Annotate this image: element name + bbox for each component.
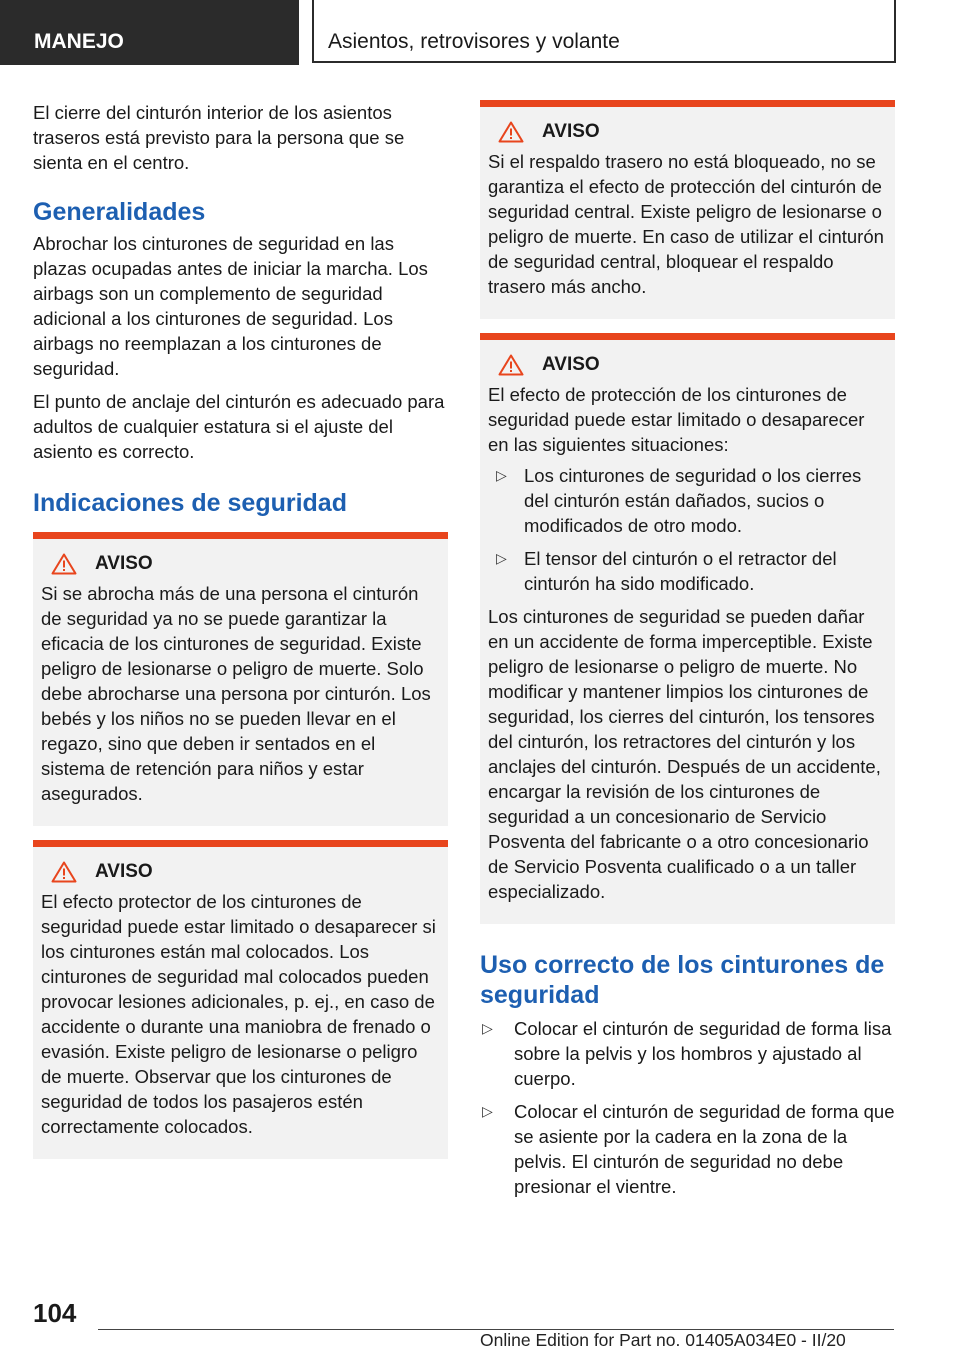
right-column [480, 100, 895, 1207]
warning-triangle-icon [51, 861, 77, 883]
list-item-text: Los cinturones de seguridad o los cierres del cinturón están dañados, sucios o modificados de otro modo. [524, 465, 862, 536]
warning-header [51, 553, 440, 575]
warning-box-2 [33, 840, 448, 1159]
list-item [488, 546, 887, 596]
left-column [33, 100, 448, 1173]
warning-list [488, 463, 887, 596]
warning-triangle-icon [51, 553, 77, 575]
warning-triangle-icon [498, 121, 524, 143]
warning-text: Si se abrocha más de una persona el cinturón de seguridad ya no se puede garantizar la eficacia de los cinturones de seguridad. Existe peligro de lesionarse o peligro de muerte. Solo debe abrocharse una persona por cinturón. Los bebés y los niños no se pueden llevar en el regazo, sino que deben ir sentados en el sistema de retención para niños y estar asegurados. [41, 583, 431, 804]
warning-text: El efecto protector de los cinturones de seguridad puede estar limitado o desaparecer si los cinturones están mal colocados. Los cinturones de seguridad mal colocados pueden provocar lesiones adicionales, p. ej., en caso de accidente o durante una maniobra de frenado o evasión. Existe peligro de lesionarse o peligro de muerte. Observar que los cinturones de seguridad de todos los pasajeros estén correctamente colocados. [41, 891, 436, 1137]
list-item [488, 463, 887, 538]
warning-title: AVISO [95, 861, 153, 882]
triangle-bullet-icon: ▷ [496, 550, 507, 566]
triangle-bullet-icon: ▷ [482, 1103, 493, 1119]
page-number: 104 [33, 1298, 77, 1328]
triangle-bullet-icon: ▷ [482, 1020, 493, 1036]
general-paragraph-2: El punto de anclaje del cinturón es adecuado para adultos de cualquier estatura si el ajuste del asiento es correcto. [33, 391, 445, 462]
intro-paragraph: El cierre del cinturón interior de los asientos traseros está previsto para la persona que se sienta en el centro. [33, 102, 405, 173]
warning-box-3 [480, 100, 895, 319]
section-tab [0, 0, 299, 65]
list-item [480, 1099, 895, 1199]
chapter-title: Asientos, retrovisores y volante [328, 30, 620, 53]
usage-list [480, 1016, 895, 1199]
warning-triangle-icon [498, 354, 524, 376]
list-item-text: Colocar el cinturón de seguridad de forma lisa sobre la pelvis y los hombros y ajustado al cuerpo. [514, 1018, 892, 1089]
warning-box-4 [480, 333, 895, 924]
footer-edition-text: Online Edition for Part no. 01405A034E0 - II/20 [480, 1330, 846, 1350]
warning-header [498, 354, 887, 376]
warning-header [51, 861, 440, 883]
warning-intro: El efecto de protección de los cinturones de seguridad puede estar limitado o desaparecer en las siguientes situaciones: [488, 384, 865, 455]
chapter-header [312, 0, 896, 63]
section-heading-uso-correcto: Uso correcto de los cinturones de seguridad [480, 951, 885, 1009]
general-paragraph-1: Abrochar los cinturones de seguridad en las plazas ocupadas antes de iniciar la marcha. Los airbags son un complemento de seguridad adicional a los cinturones de seguridad. Los airbags no reemplazan a los cinturones de seguridad. [33, 233, 428, 379]
warning-title: AVISO [95, 553, 153, 574]
triangle-bullet-icon: ▷ [496, 467, 507, 483]
warning-text: Si el respaldo trasero no está bloqueado, no se garantiza el efecto de protección del cinturón de seguridad central. Existe peligro de lesionarse o peligro de muerte. En caso de utilizar el cinturón de seguridad central, bloquear el respaldo trasero más ancho. [488, 151, 884, 297]
warning-header [498, 121, 887, 143]
section-heading-generalidades: Generalidades [33, 198, 206, 226]
section-title: MANEJO [34, 30, 124, 53]
list-item-text: Colocar el cinturón de seguridad de forma que se asiente por la cadera en la zona de la pelvis. El cinturón de seguridad no debe presionar el vientre. [514, 1101, 895, 1197]
warning-title: AVISO [542, 121, 600, 142]
list-item-text: El tensor del cinturón o el retractor del cinturón ha sido modificado. [524, 548, 837, 594]
warning-text: Los cinturones de seguridad se pueden dañar en un accidente de forma imperceptible. Existe peligro de lesionarse o peligro de muerte. No modificar y mantener limpios los cinturones de seguridad, los cierres del cinturón, los tensores del cinturón, los retractores del cinturón y los anclajes del cinturón. Después de un accidente, encargar la revisión de los cinturones de seguridad a un concesionario de Servicio Posventa del fabricante o a otro concesionario de Servicio Posventa cualificado o a un taller especializado. [488, 606, 881, 902]
warning-title: AVISO [542, 354, 600, 375]
section-heading-indicaciones: Indicaciones de seguridad [33, 489, 347, 517]
warning-box-1 [33, 532, 448, 826]
list-item [480, 1016, 895, 1091]
